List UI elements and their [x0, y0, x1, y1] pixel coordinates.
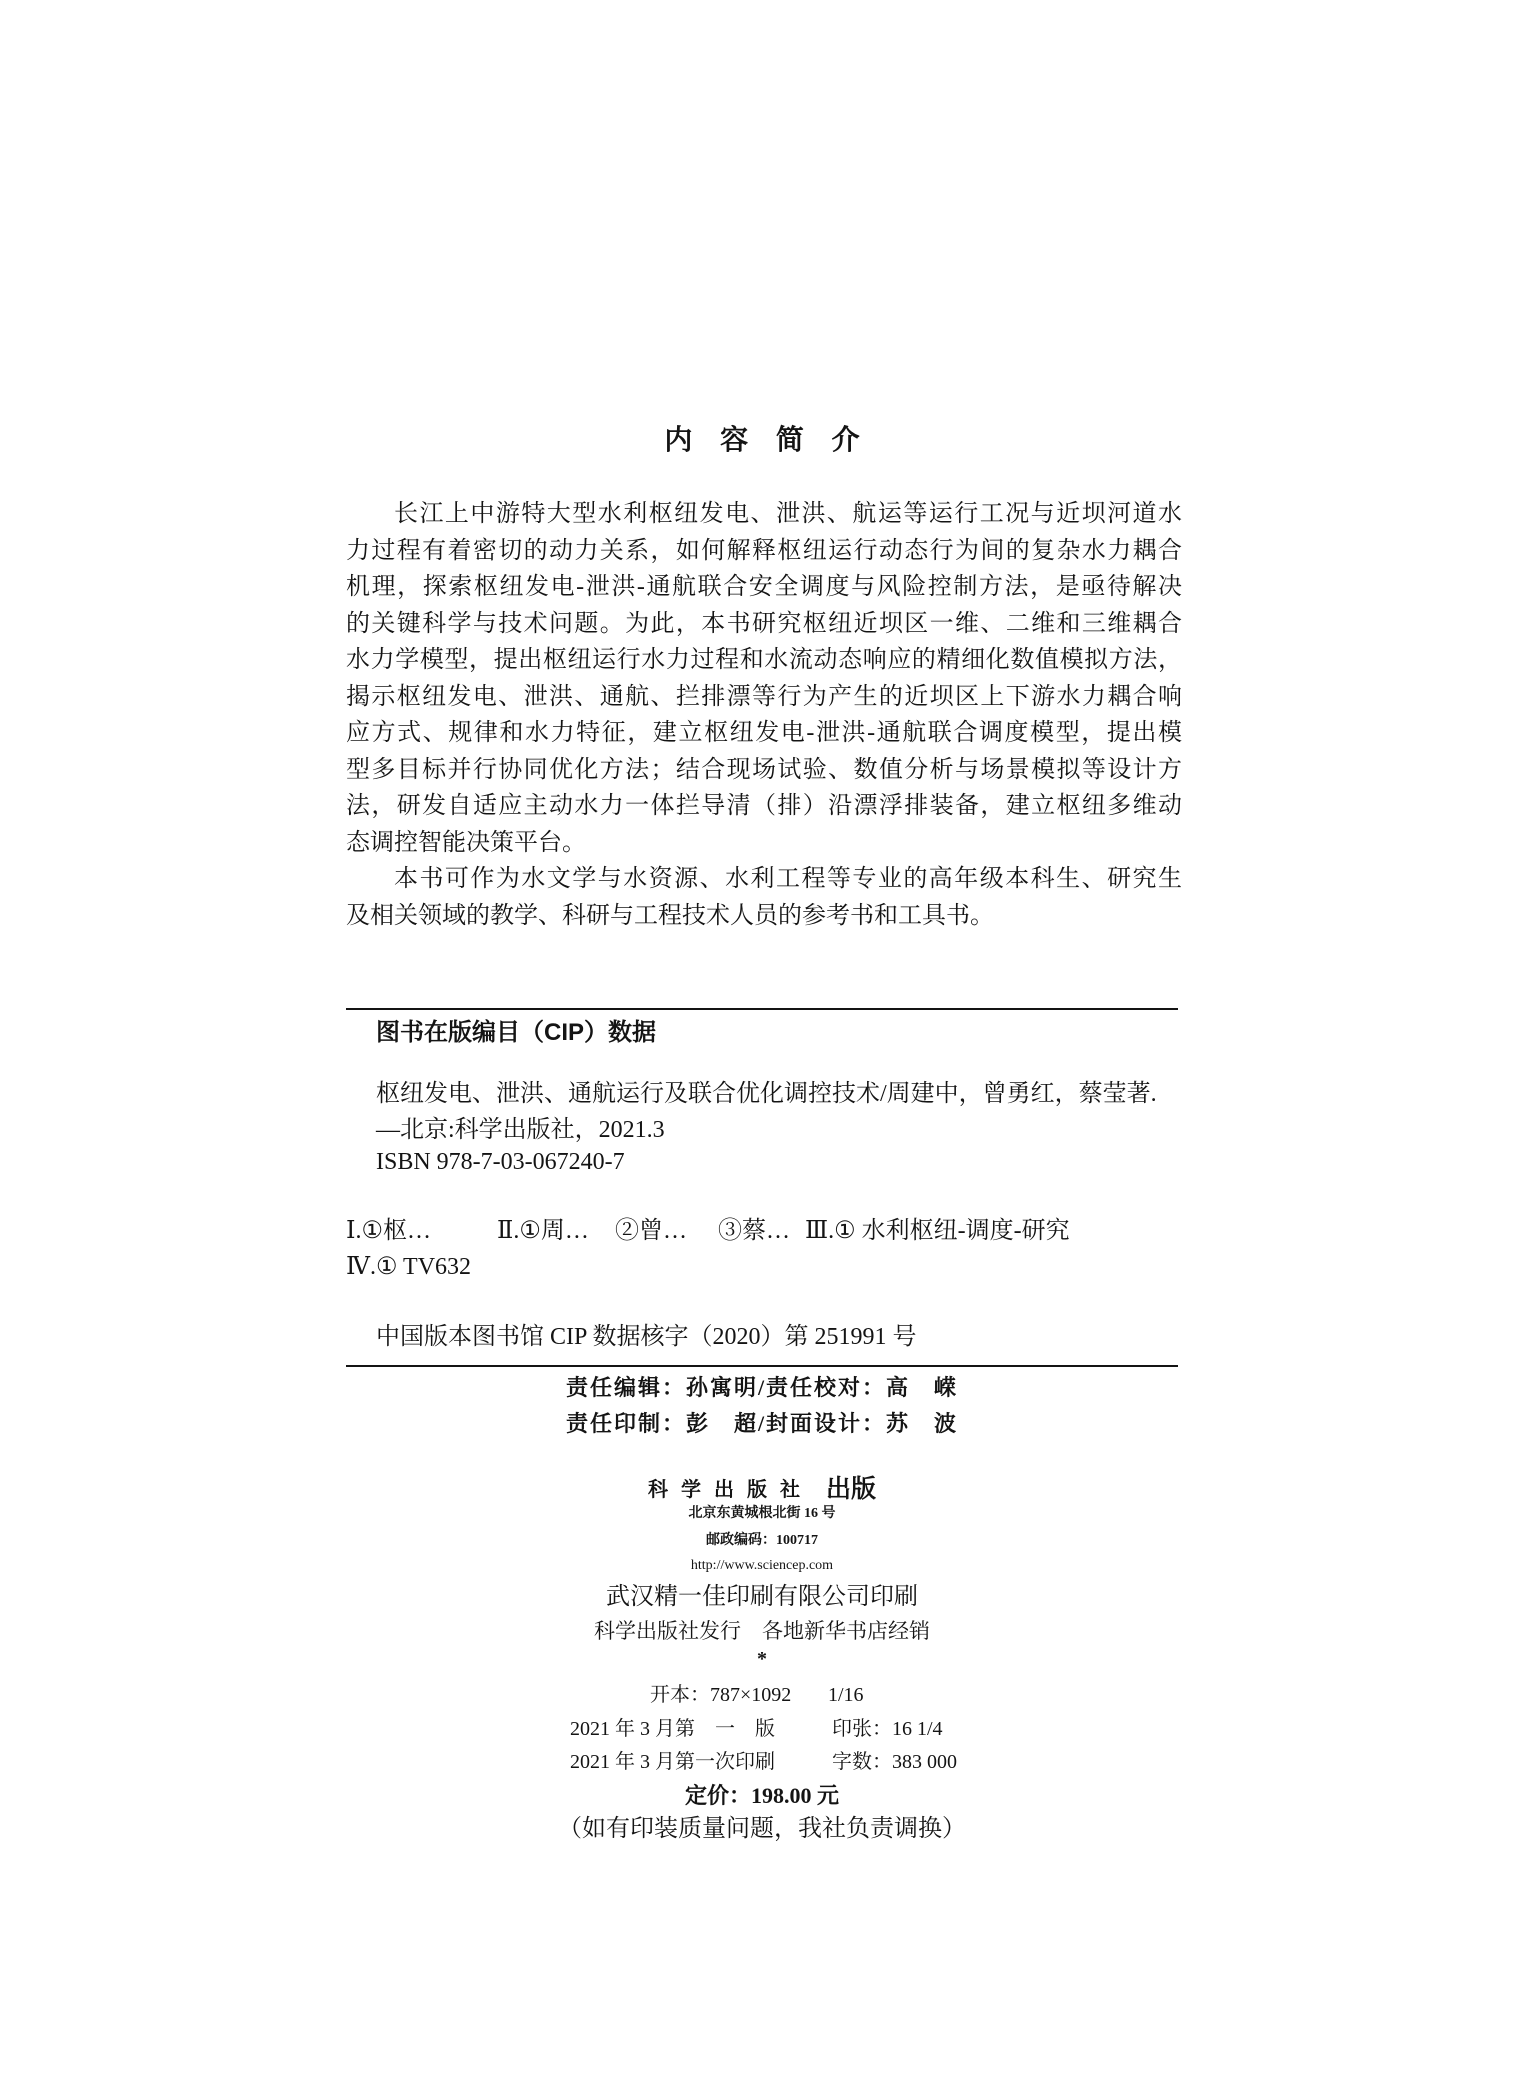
intro-paragraph-1-line-1: 长江上中游特大型水利枢纽发电、泄洪、航运等运行工况与近坝河道水 [394, 501, 1182, 527]
cip-subjects-line-2: Ⅳ.① TV632 [346, 1254, 472, 1280]
intro-paragraph-1-line-8: 型多目标并行协同优化方法；结合现场试验、数值分析与场景模拟等设计方 [346, 756, 1182, 783]
cip-subject-5: Ⅲ.① 水利枢纽-调度-研究 [805, 1218, 1070, 1244]
intro-paragraph-2-line-1: 本书可作为水文学与水资源、水利工程等专业的高年级本科生、研究生 [394, 866, 1182, 892]
intro-title: 内 容 简 介 [664, 424, 870, 455]
publisher-address: 北京东黄城根北街 16 号 [688, 1506, 836, 1521]
publisher-name: 科 学 出 版 社 [647, 1478, 804, 1501]
cip-subject-1: Ⅰ.①枢… [346, 1218, 431, 1244]
cip-heading: 图书在版编目（CIP）数据 [376, 1019, 657, 1046]
intro-paragraph-2-line-2: 及相关领域的教学、科研与工程技术人员的参考书和工具书。 [346, 902, 994, 929]
edition-date: 2021 年 3 月第 一 版 [570, 1718, 775, 1740]
publisher-row [346, 1470, 1178, 1504]
format-fraction: 1/16 [828, 1684, 864, 1706]
intro-paragraph-1-line-9: 法，研发自适应主动水力一体拦导清（排）沿漂浮排装备，建立枢纽多维动 [346, 793, 1182, 819]
intro-paragraph-1-line-4: 的关键科学与技术问题。为此，本书研究枢纽近坝区一维、二维和三维耦合 [346, 610, 1182, 637]
format-row [0, 1680, 1520, 1710]
cip-top-rule [346, 1008, 1178, 1010]
print-sheets: 印张：16 1/4 [832, 1718, 943, 1740]
intro-paragraph-1-line-6: 揭示枢纽发电、泄洪、通航、拦排漂等行为产生的近坝区上下游水力耦合响 [346, 683, 1182, 710]
cip-subjects-row [0, 1213, 1520, 1249]
price-line: 定价：198.00 元 [684, 1783, 839, 1808]
publisher-suffix: 出版 [825, 1475, 876, 1503]
intro-paragraph-1-line-3: 机理，探索枢纽发电-泄洪-通航联合安全调度与风险控制方法，是亟待解决 [346, 574, 1182, 600]
cip-record-line-2: —北京:科学出版社，2021.3 [376, 1117, 665, 1143]
intro-paragraph-1-line-10: 态调控智能决策平台。 [346, 829, 586, 856]
quality-notice: （如有印装质量问题，我社负责调换） [558, 1816, 966, 1842]
cip-record-line-1: 枢纽发电、泄洪、通航运行及联合优化调控技术/周建中，曾勇红，蔡莹著. [376, 1081, 1157, 1107]
cip-number: 中国版本图书馆 CIP 数据核字（2020）第 251991 号 [376, 1324, 917, 1350]
format-size: 开本：787×1092 [650, 1684, 792, 1706]
publisher-website: http://www.sciencep.com [690, 1558, 834, 1573]
publisher-postcode: 邮政编码：100717 [706, 1533, 818, 1548]
cip-isbn: ISBN 978-7-03-067240-7 [376, 1149, 625, 1175]
cip-subject-4: ③蔡… [718, 1218, 790, 1244]
separator-star: * [757, 1648, 767, 1670]
edition-row [0, 1714, 1520, 1744]
intro-paragraph-1-line-5: 水力学模型，提出枢纽运行水力过程和水流动态响应的精细化数值模拟方法， [346, 647, 1182, 673]
word-count: 字数：383 000 [832, 1751, 957, 1773]
distribution-line: 科学出版社发行 各地新华书店经销 [594, 1619, 930, 1643]
cip-subject-3: ②曾… [615, 1218, 687, 1244]
cip-subject-2: Ⅱ.①周… [497, 1218, 589, 1244]
credits-line-2: 责任印制：彭 超/封面设计：苏 波 [565, 1411, 959, 1436]
intro-paragraph-1-line-2: 力过程有着密切的动力关系，如何解释枢纽运行动态行为间的复杂水力耦合 [346, 537, 1182, 564]
printing-date: 2021 年 3 月第一次印刷 [570, 1751, 775, 1773]
intro-paragraph-1-line-7: 应方式、规律和水力特征，建立枢纽发电-泄洪-通航联合调度模型，提出模 [346, 720, 1182, 746]
cip-bottom-rule [346, 1365, 1178, 1367]
printing-row [0, 1747, 1520, 1777]
credits-line-1: 责任编辑：孙寓明/责任校对：高 嵘 [565, 1375, 959, 1400]
printer-line: 武汉精一佳印刷有限公司印刷 [606, 1584, 918, 1610]
